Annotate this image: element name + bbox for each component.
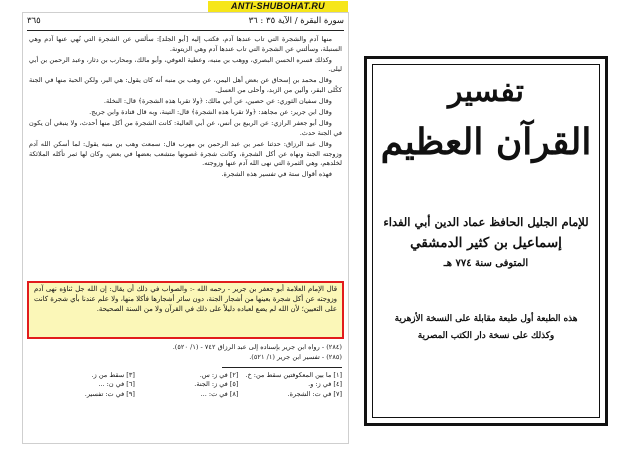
footnote: [٥] في ز: الجنة. [194, 380, 239, 389]
cover-frame [364, 56, 608, 426]
footnote: [٩] في ت: تفسير. [84, 389, 135, 398]
paragraph: وقال ابن جرير: عن مجاهد: ﴿ولا تقربا هذه الشجرة﴾ قال: التينة، وبه قال قتادة وابن جريج. [89, 108, 332, 117]
cover-title-line2: القرآن العظيم [380, 121, 592, 163]
paragraph: وقال عبد الرزاق: حدثنا عمر بن عبد الرحمن بن مهرب قال: سمعت وهب بن منبه يقول: لما أسكن الله آدم وزوجته الجنة ونهاه عن أكل الشجرة، وكانت شجرة غصونها متشعب بعضها في بعض، وكان لها ثمر تأكله الملائكة لخلدهم، وهي الثمرة التي نهى الله آدم عنها وزوجته. [29, 139, 342, 168]
footnote: [٢] في ز: س. [199, 371, 239, 379]
footnote-separator [222, 367, 342, 368]
hadith-references [29, 343, 342, 362]
cover-author-line2: إسماعيل بن كثير الدمشقي [410, 235, 562, 251]
edition-line: هذه الطبعة أول طبعة مقابلة على النسخة الأزهرية [394, 314, 578, 324]
edition-line: وكذلك على نسخة دار الكتب المصرية [417, 331, 555, 341]
tafsir-page [22, 12, 349, 444]
book-cover [355, 12, 620, 442]
cover-edition-note [373, 311, 599, 345]
footnote: [١] ما بين المعكوفتين سقط من: خ. [245, 371, 342, 379]
site-watermark: ANTI-SHUBOHAT.RU [208, 1, 348, 12]
highlighted-passage: قال الإمام العلامة أبو جعفر بن جرير - رحمه الله -: والصواب في ذلك أن يقال: إن الله جل ثناؤه نهى آدم وزوجته عن أكل شجرة بعينها من أشجار الجنة، دون سائر أشجارها فأكلا منها، ولا علم عندنا بأي شجرة كانت على التعيين؛ لأن الله لم يضع لعباده دليلاً على ذلك في القرآن ولا من السنة الصحيحة. [27, 281, 344, 339]
cover-author-line1: للإمام الجليل الحافظ عماد الدين أبي الفداء [383, 215, 589, 229]
footnote: [٧] في ت: الشجرة. [287, 389, 342, 398]
paragraph: منها آدم والشجرة التي تاب عندها آدم، فكتب إليه [أبو الجلد]: سألتني عن الشجرة التي نُهي عنها آدم وهي السنبلة، وسألتني عن الشجرة التي تاب عندها آدم وهي الزيتونة. [29, 35, 342, 53]
reference-line: (٢٨٤) - رواه ابن جرير بإسناده إلى عبد الرزاق ٧٤٢ - (١/ ٥٢٠). [172, 343, 342, 351]
paragraph: وقال محمد بن إسحاق عن بعض أهل اليمن، عن وهب بن منبه أنه كان يقول: هي البر، ولكن الحبة منها في الجنة ككُلى البقر، وألين من الزبد، وأحلى من العسل. [29, 76, 342, 94]
page-body [29, 35, 342, 181]
page-number: ٣٦٥ [27, 16, 41, 26]
sura-reference: سورة البقرة / الآية ٣٥ : ٣٦ [248, 16, 344, 26]
paragraph: فهذه أقوال ستة في تفسير هذه الشجرة. [221, 170, 332, 179]
cover-title-line1: تفسير [448, 74, 524, 109]
cover-death-date: المتوفى سنة ٧٧٤ هـ [443, 258, 529, 269]
footnote: [٣] سقط من ز. [91, 371, 135, 379]
paragraph: وقال سفيان الثوري: عن حصين، عن أبي مالك: ﴿ولا تقربا هذه الشجرة﴾ قال: النخلة. [103, 97, 332, 106]
footnotes [31, 371, 342, 399]
footnote: [٦] في ن: ... [98, 380, 135, 389]
paragraph: وكذلك فسره الحسن البصري، ووهب بن منبه، وعطية العوفي، وأبو مالك، ومحارب بن دثار، وعبد الرحمن بن أبي ليلى. [29, 55, 342, 74]
footnote: [٨] في ت: ... [200, 389, 239, 398]
page-header [27, 16, 344, 31]
reference-line: (٢٨٥) - تفسير ابن جرير (١/ ٥٢١). [249, 352, 342, 361]
footnote: [٤] في ز: و. [308, 380, 342, 389]
paragraph: وقال أبو جعفر الرازي: عن الربيع بن أنس، عن أبي العالية: كانت الشجرة من أكل منها أحدث، ولا ينبغي أن يكون في الجنة حدث. [29, 119, 342, 137]
